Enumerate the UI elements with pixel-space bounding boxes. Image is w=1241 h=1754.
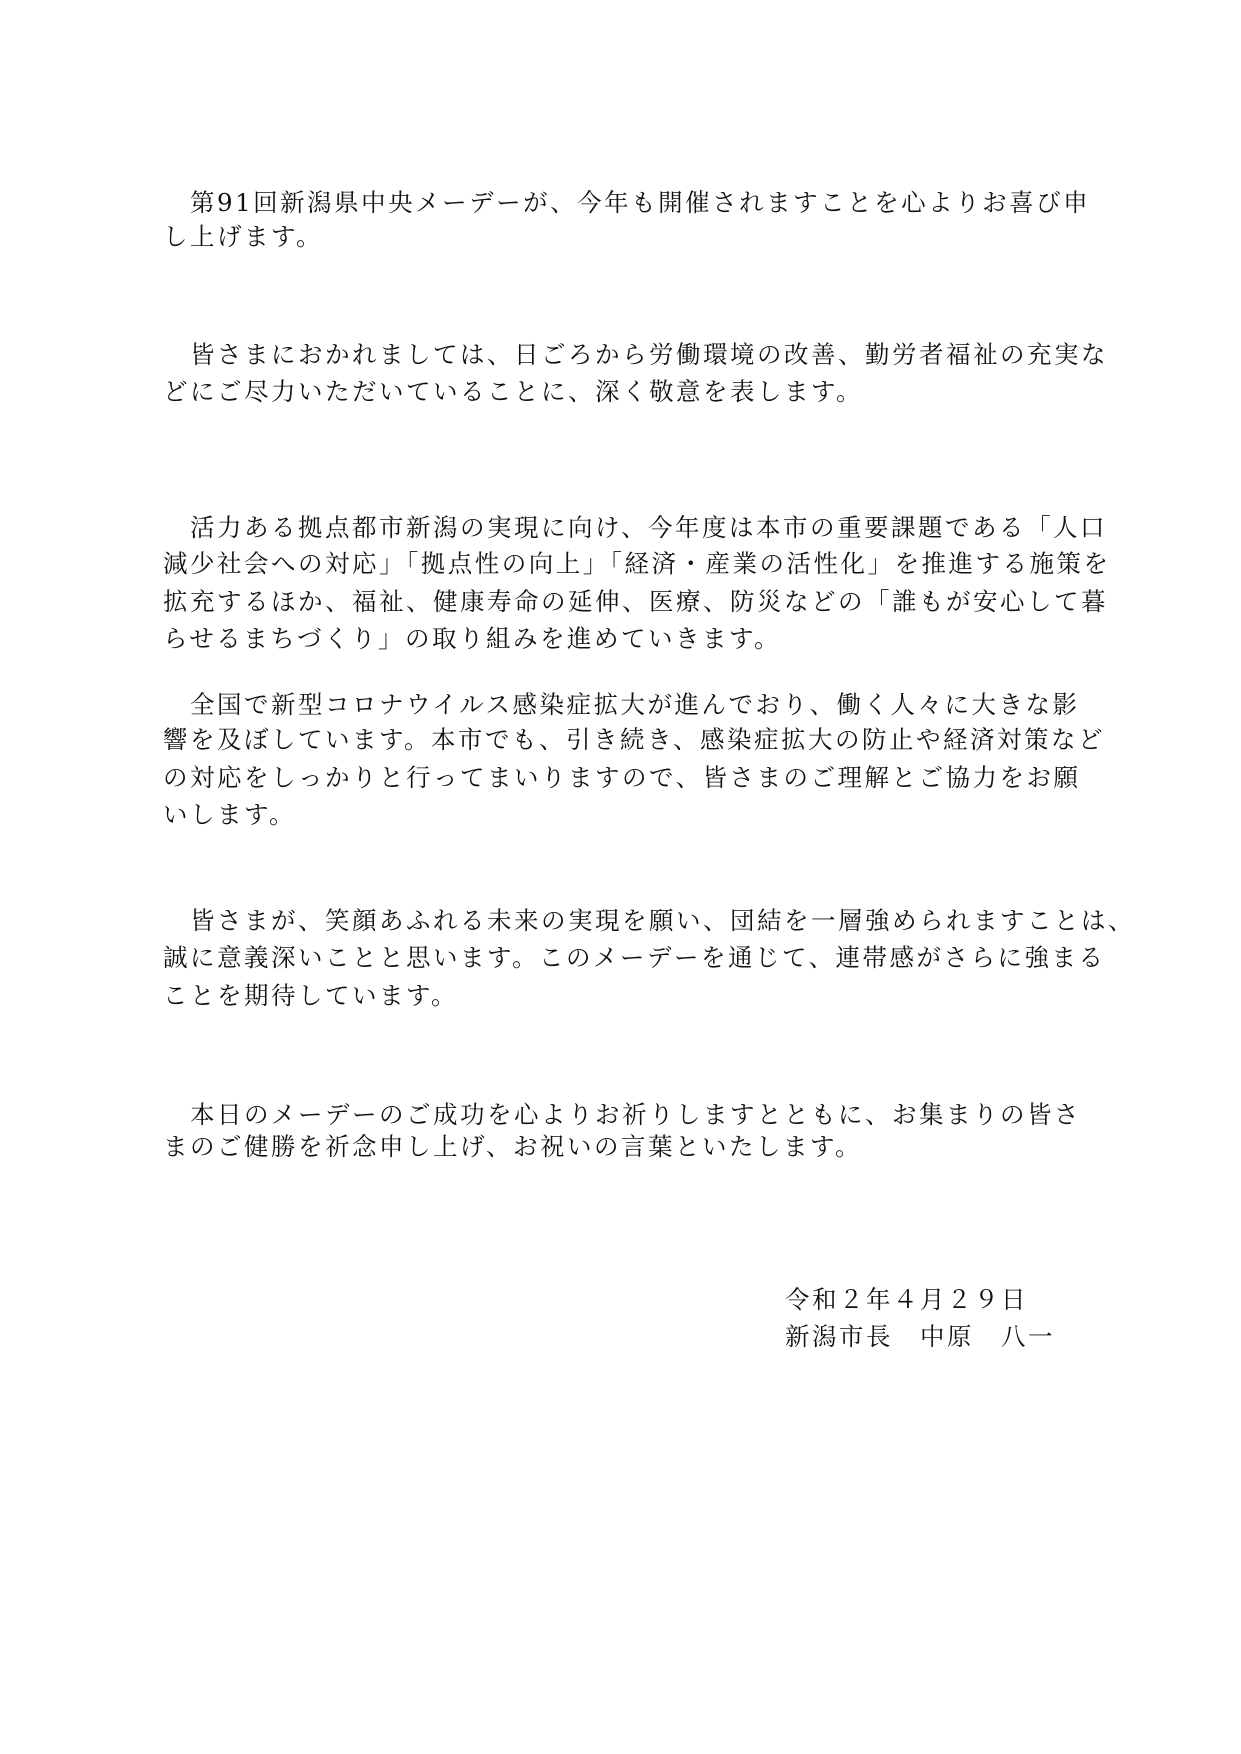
paragraph-line: いします。 <box>163 800 297 829</box>
signature-date: 令和２年４月２９日 <box>785 1285 1028 1314</box>
paragraph-line: らせるまちづくり」の取り組みを進めていきます。 <box>163 624 782 653</box>
signature-name: 新潟市長 中原 八一 <box>785 1322 1055 1351</box>
paragraph-line: 本日のメーデーのご成功を心よりお祈りしますとともに、お集まりの皆さ <box>190 1100 1081 1129</box>
paragraph-line: 響を及ぼしています。本市でも、引き続き、感染症拡大の防止や経済対策など <box>163 725 1106 754</box>
paragraph-line: ことを期待しています。 <box>163 981 459 1010</box>
paragraph-line: 全国で新型コロナウイルス感染症拡大が進んでおり、働く人々に大きな影 <box>190 690 1080 719</box>
paragraph-line: 誠に意義深いことと思います。このメーデーを通じて、連帯感がさらに強まる <box>163 943 1106 972</box>
paragraph-line: まのご健勝を祈念申し上げ、お祝いの言葉といたします。 <box>163 1132 863 1161</box>
paragraph-line: 皆さまにおかれましては、日ごろから労働環境の改善、勤労者福祉の充実な <box>190 340 1108 369</box>
paragraph-line: どにご尽力いただいていることに、深く敬意を表します。 <box>163 377 864 406</box>
paragraph-line: 皆さまが、笑顔あふれる未来の実現を願い、団結を一層強められますことは、 <box>190 906 1135 935</box>
paragraph-line: の対応をしっかりと行ってまいりますので、皆さまのご理解とご協力をお願 <box>163 763 1081 792</box>
paragraph-line: 活力ある拠点都市新潟の実現に向け、今年度は本市の重要課題である「人口 <box>190 513 1108 542</box>
paragraph-line: し上げます。 <box>163 222 324 251</box>
paragraph-line: 減少社会への対応」「拠点性の向上」「経済・産業の活性化」を推進する施策を <box>163 549 1111 578</box>
paragraph-line: 第91回新潟県中央メーデーが、今年も開催されますことを心よりお喜び申 <box>190 188 1091 217</box>
paragraph-line: 拡充するほか、福祉、健康寿命の延伸、医療、防災などの「誰もが安心して暮 <box>163 587 1108 616</box>
